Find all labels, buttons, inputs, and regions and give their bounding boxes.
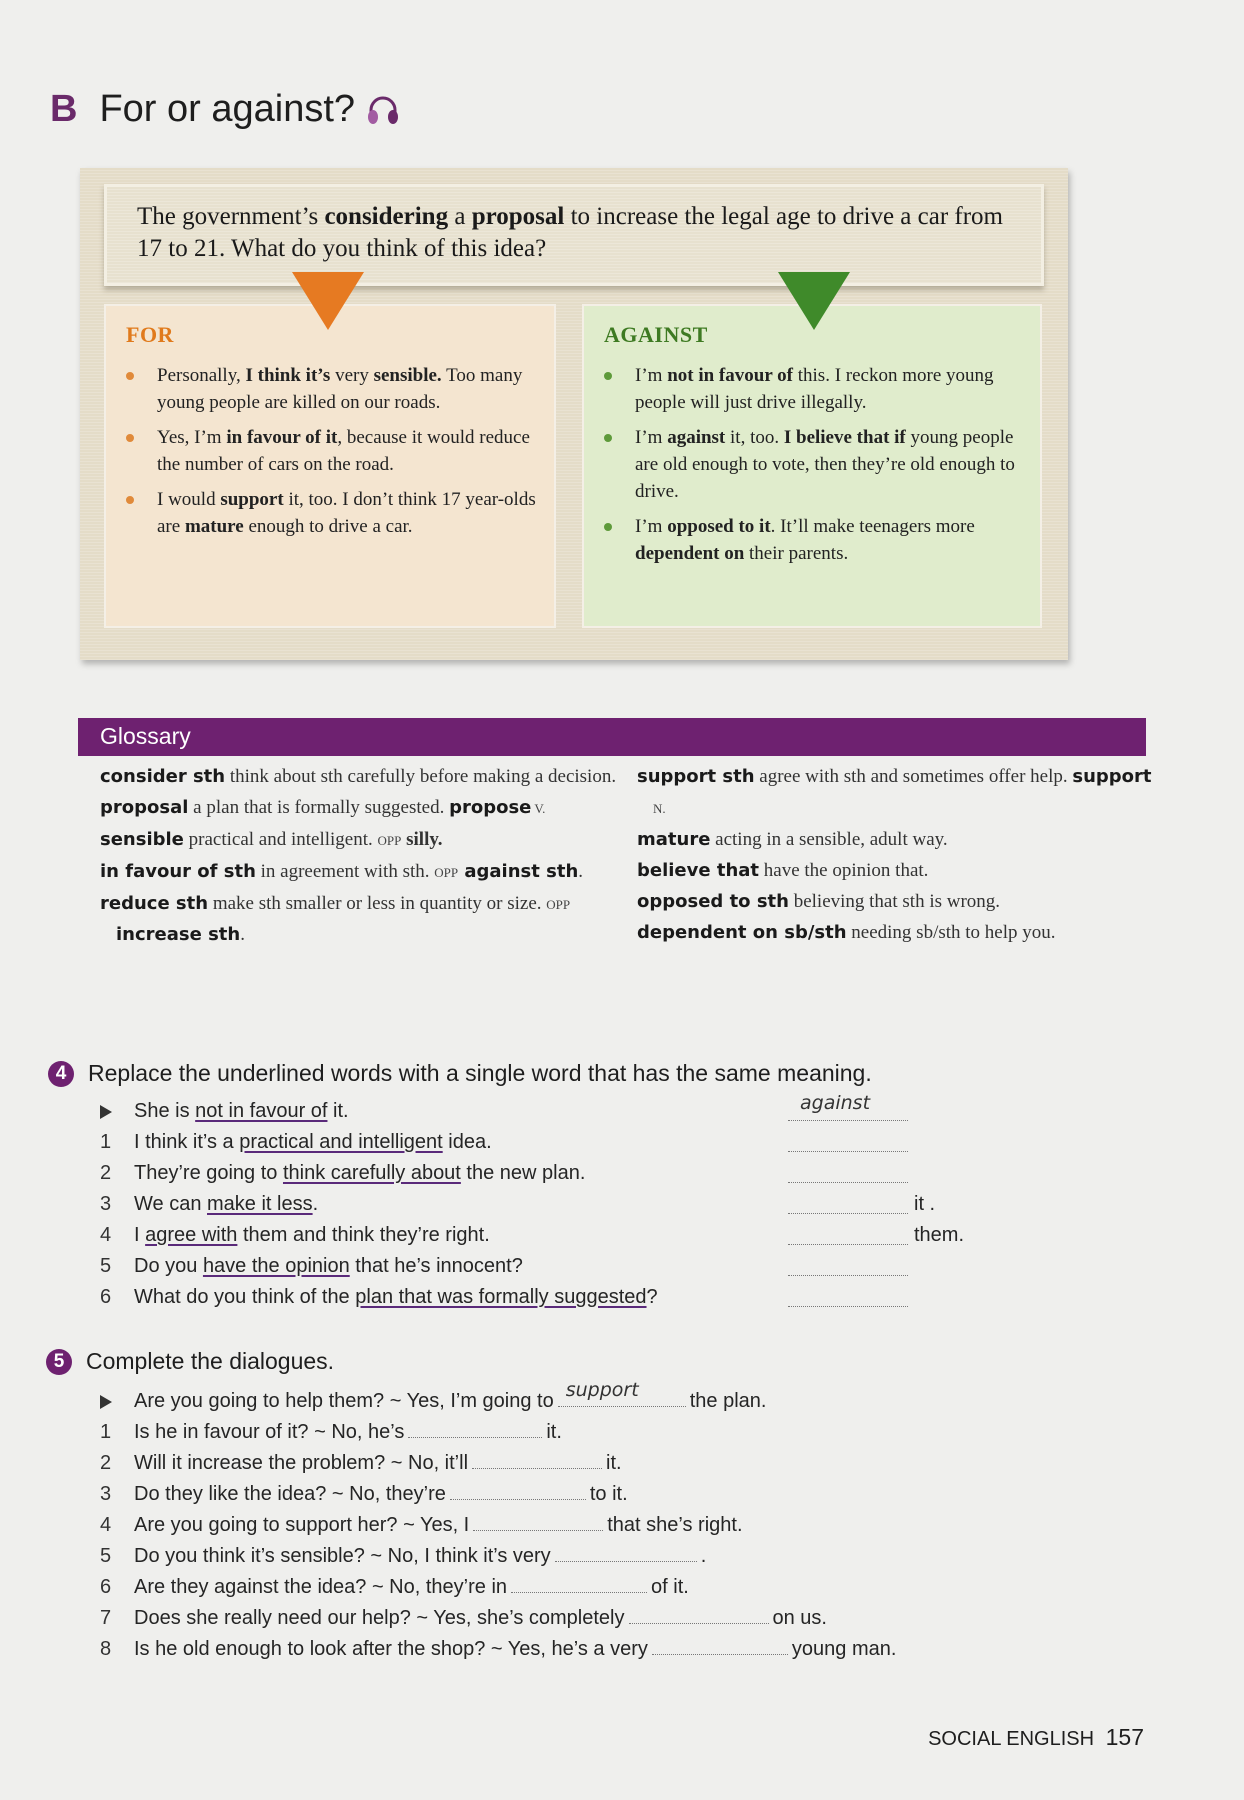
section-heading: For or against? (99, 88, 356, 130)
glossary-entry: support sth agree with sth and sometimes offer help. support N. (637, 766, 1152, 816)
for-heading: FOR (126, 322, 174, 347)
glossary-title: Glossary (100, 723, 191, 749)
answer-field[interactable] (408, 1417, 542, 1438)
answer-field[interactable] (555, 1541, 697, 1562)
exercise-item: 6 Are they against the idea? ~ No, they’re in of it. (100, 1572, 1060, 1603)
glossary-entry: consider sth think about sth carefully before making a decision. (100, 766, 617, 787)
exercise-instruction: Complete the dialogues. (86, 1348, 335, 1374)
answer-field[interactable] (652, 1634, 788, 1655)
list-item: Personally, I think it’s very sensible. Too many young people are killed on our roads. (126, 362, 540, 416)
exercise-item: 2 Will it increase the problem? ~ No, it’ll it. (100, 1448, 1060, 1479)
glossary-entry: opposed to sth believing that sth is wrong. (637, 891, 1001, 912)
answer-field[interactable] (788, 1158, 908, 1183)
exercise-item: 4 I agree with them and think they’re right. them. (100, 1220, 1000, 1251)
glossary-entry: believe that have the opinion that. (637, 860, 929, 881)
page-footer (928, 1724, 1144, 1751)
exercise-item: 4 Are you going to support her? ~ Yes, I that she’s right. (100, 1510, 1060, 1541)
for-arrow-icon (292, 272, 364, 330)
exercise-item: 2 They’re going to think carefully about the new plan. (100, 1158, 1000, 1189)
opinion-card (80, 168, 1068, 660)
exercise-item: 7 Does she really need our help? ~ Yes, she’s completely on us. (100, 1603, 1060, 1634)
exercise-4-list (100, 1092, 1000, 1313)
question-text: The government’s considering a proposal to increase the legal age to drive a car from 17 to 21. What do you think of this idea? (137, 203, 1003, 262)
glossary-left-column (100, 762, 620, 951)
section-title (50, 88, 401, 131)
exercise-item: 1 I think it’s a practical and intelligent idea. (100, 1127, 1000, 1158)
exercise-item: 1 Is he in favour of it? ~ No, he’s it. (100, 1417, 1060, 1448)
glossary-entry: in favour of sth in agreement with sth. OPP against sth. (100, 861, 584, 882)
for-panel (104, 304, 556, 628)
for-list (126, 362, 540, 548)
exercise-item-example: Are you going to help them? ~ Yes, I’m going to support the plan. (100, 1386, 1060, 1417)
answer-suffix: them. (914, 1224, 965, 1246)
answer-field[interactable] (450, 1479, 586, 1500)
list-item: Yes, I’m in favour of it, because it would reduce the number of cars on the road. (126, 424, 540, 478)
against-list (604, 362, 1026, 575)
against-heading: AGAINST (604, 322, 708, 347)
exercise-item-example: She is not in favour of it. against (100, 1096, 1000, 1127)
bullet-icon (604, 434, 612, 442)
answer-field[interactable] (788, 1220, 908, 1245)
example-arrow-icon (100, 1395, 112, 1409)
answer-field[interactable] (788, 1282, 908, 1307)
answer-field[interactable] (629, 1603, 769, 1624)
answer-field[interactable] (511, 1572, 647, 1593)
exercise-item: 3 Do they like the idea? ~ No, they’re to it. (100, 1479, 1060, 1510)
bullet-icon (604, 523, 612, 531)
exercise-item: 3 We can make it less. it . (100, 1189, 1000, 1220)
headphones-icon[interactable] (365, 92, 401, 128)
glossary-right-column (637, 762, 1157, 949)
list-item: I would support it, too. I don’t think 17 year-olds are mature enough to drive a car. (126, 486, 540, 540)
exercise-item: 5 Do you have the opinion that he’s innocent? (100, 1251, 1000, 1282)
question-box (104, 184, 1044, 286)
glossary-entry: dependent on sb/sth needing sb/sth to help you. (637, 922, 1056, 943)
exercise-number-badge: 4 (48, 1061, 74, 1087)
exercise-5-header (46, 1348, 334, 1375)
glossary-entry: sensible practical and intelligent. OPP silly. (100, 829, 443, 850)
exercise-item: 8 Is he old enough to look after the shop? ~ Yes, he’s a very young man. (100, 1634, 1060, 1665)
answer-field[interactable]: support (558, 1386, 686, 1407)
exercise-5-list (100, 1379, 1060, 1665)
glossary-entry: mature acting in a sensible, adult way. (637, 829, 948, 850)
bullet-icon (126, 434, 134, 442)
example-arrow-icon (100, 1105, 112, 1119)
answer-field[interactable] (472, 1448, 602, 1469)
glossary-entry: proposal a plan that is formally suggested. propose V. (100, 797, 546, 818)
bullet-icon (126, 372, 134, 380)
glossary-entry: reduce sth make sth smaller or less in quantity or size. OPP increase sth. (100, 893, 571, 945)
answer-field[interactable] (788, 1127, 908, 1152)
list-item: I’m against it, too. I believe that if young people are old enough to vote, then they’re old enough to drive. (604, 424, 1026, 505)
page-number: 157 (1105, 1724, 1144, 1750)
bullet-icon (604, 372, 612, 380)
answer-field[interactable]: against (788, 1096, 908, 1121)
list-item: I’m not in favour of this. I reckon more young people will just drive illegally. (604, 362, 1026, 416)
exercise-4-header (48, 1060, 872, 1087)
section-letter: B (50, 88, 78, 130)
bullet-icon (126, 496, 134, 504)
answer-suffix: it . (914, 1193, 936, 1215)
answer-field[interactable] (788, 1251, 908, 1276)
answer-field[interactable] (788, 1189, 908, 1214)
footer-section: SOCIAL ENGLISH (928, 1728, 1095, 1750)
exercise-instruction: Replace the underlined words with a single word that has the same meaning. (88, 1060, 872, 1086)
glossary-header (78, 718, 1146, 756)
exercise-item: 5 Do you think it’s sensible? ~ No, I think it’s very . (100, 1541, 1060, 1572)
exercise-number-badge: 5 (46, 1349, 72, 1375)
list-item: I’m opposed to it. It’ll make teenagers more dependent on their parents. (604, 513, 1026, 567)
exercise-item: 6 What do you think of the plan that was formally suggested? (100, 1282, 1000, 1313)
against-panel (582, 304, 1042, 628)
against-arrow-icon (778, 272, 850, 330)
answer-field[interactable] (473, 1510, 603, 1531)
